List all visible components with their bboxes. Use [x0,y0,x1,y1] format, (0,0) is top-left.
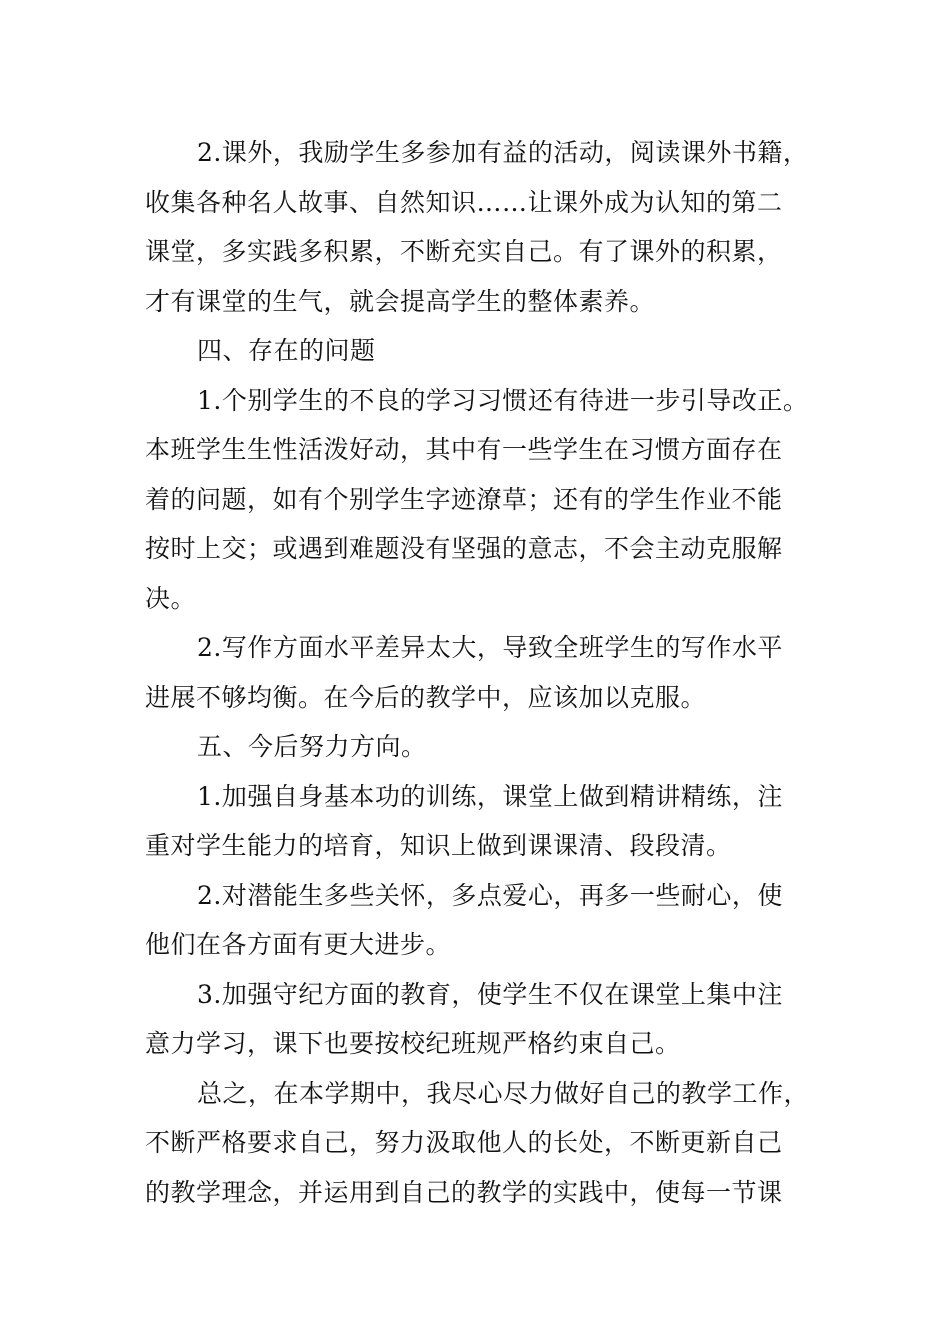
text-line: 决。 [145,583,197,613]
text-line: 进展不够均衡。在今后的教学中，应该加以克服。 [145,682,707,712]
text-line: 的教学理念，并运用到自己的教学的实践中，使每一节课 [145,1177,783,1207]
section-heading-problems [145,326,815,376]
text-line: 1.加强自身基本功的训练，课堂上做到精讲精练，注 [197,781,783,811]
text-line: 2.对潜能生多些关怀，多点爱心，再多一些耐心，使 [197,880,783,910]
text-line: 本班学生生性活泼好动，其中有一些学生在习惯方面存在 [145,435,783,464]
text-line: 不断严格要求自己，努力汲取他人的长处，不断更新自己 [145,1128,783,1157]
paragraph-extracurricular [145,128,815,326]
text-line: 2.课外，我励学生多参加有益的活动，阅读课外书籍， [197,138,809,167]
text-line: 才有课堂的生气，就会提高学生的整体素养。 [145,286,656,316]
text-line: 1.个别学生的不良的学习习惯还有待进一步引导改正。 [197,385,809,415]
heading-text: 四、存在的问题 [197,336,376,365]
text-line: 着的问题，如有个别学生字迹潦草；还有的学生作业不能 [145,484,783,514]
paragraph-direction-2 [145,871,815,970]
document-body [145,128,815,1217]
text-line: 2.写作方面水平差异太大，导致全班学生的写作水平 [197,633,783,662]
text-line: 意力学习，课下也要按校纪班规严格约束自己。 [145,1029,681,1058]
heading-text: 五、今后努力方向。 [197,732,427,761]
paragraph-problem-1 [145,376,815,624]
text-line: 课堂，多实践多积累，不断充实自己。有了课外的积累， [145,237,783,266]
text-line: 他们在各方面有更大进步。 [145,930,452,959]
paragraph-direction-1 [145,772,815,871]
text-line: 收集各种名人故事、自然知识……让课外成为认知的第二 [145,187,783,217]
text-line: 按时上交；或遇到难题没有坚强的意志，不会主动克服解 [145,534,783,563]
paragraph-direction-3 [145,970,815,1069]
paragraph-problem-2 [145,623,815,722]
text-line: 3.加强守纪方面的教育，使学生不仅在课堂上集中注 [197,979,783,1009]
section-heading-direction [145,722,815,772]
paragraph-summary [145,1069,815,1218]
text-line: 总之，在本学期中，我尽心尽力做好自己的教学工作， [197,1078,810,1108]
text-line: 重对学生能力的培育，知识上做到课课清、段段清。 [145,831,732,860]
